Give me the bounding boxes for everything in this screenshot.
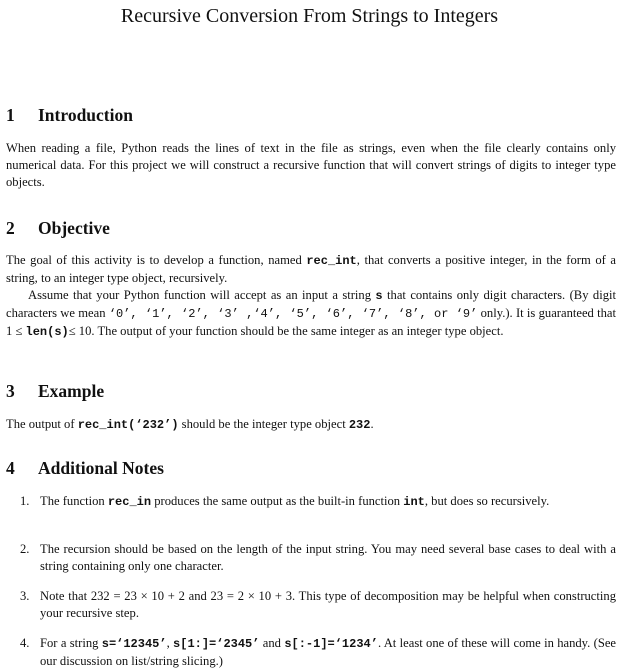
list-item-text — [40, 493, 616, 511]
section-title: Introduction — [38, 105, 133, 125]
text-run: only.). It is guaranteed that 1 ≤ — [6, 306, 616, 338]
list-item — [20, 635, 616, 670]
text-run: Assume that your Python function will accept as an input a string — [28, 288, 376, 302]
example-call-code: rec_int(‘232’) — [77, 418, 179, 432]
text-run: produces the same output as the built-in function — [151, 494, 404, 508]
text-run: . At least one of these will come in handy. (See our discussion on list/string slicing.) — [40, 636, 617, 668]
list-item — [20, 588, 616, 622]
section-number: 1 — [6, 105, 15, 125]
text-run: and — [259, 636, 285, 650]
text-run: , but does so recursively. — [424, 494, 550, 508]
text-run: , that converts a positive integer, in the form of a string, to an integer type object, recursively. — [6, 253, 616, 285]
section-title: Additional Notes — [38, 458, 164, 478]
objective-paragraph-2 — [6, 287, 616, 341]
text-run: ≤ 10. The output of your function should be the same integer as an integer type object. — [68, 324, 504, 338]
len-code: len(s) — [25, 325, 69, 339]
list-item-number: 1. — [20, 494, 30, 508]
objective-paragraph-1 — [6, 252, 616, 287]
list-item-text: The recursion should be based on the length of the input string. You may need several base cases to deal with a string containing only one character. — [40, 542, 616, 573]
text-run: . — [370, 417, 374, 431]
text-run: that contains only digit characters. (By digit characters we mean — [6, 288, 616, 320]
list-item-number: 3. — [20, 589, 30, 603]
list-item-number: 4. — [20, 636, 30, 650]
section-title: Example — [38, 381, 105, 401]
section-heading-introduction — [6, 104, 133, 126]
introduction-paragraph — [6, 140, 616, 191]
list-item — [20, 541, 616, 575]
section-heading-additional-notes — [6, 457, 164, 479]
section-heading-objective — [6, 217, 110, 239]
example-text — [6, 416, 616, 434]
section-number: 3 — [6, 381, 15, 401]
inline-code: rec_in — [107, 495, 152, 509]
text-run: should be the integer type object — [178, 417, 349, 431]
introduction-text: When reading a file, Python reads the lines of text in the file as strings, even when the file clearly contains only numerical data. For this project we will construct a recursive function that will convert strings of digits to integer type objects. — [6, 141, 616, 189]
variable-code: s — [375, 289, 383, 303]
function-name-code: rec_int — [306, 254, 357, 268]
section-number: 2 — [6, 218, 15, 238]
list-item-text: Note that 232 = 23 × 10 + 2 and 23 = 2 × 10 + 3. This type of decomposition may be helpful when constructing your recursive step. — [40, 589, 616, 620]
inline-code: int — [403, 495, 425, 509]
example-paragraph — [6, 416, 616, 434]
inline-code: s[:-1]=‘1234’ — [284, 637, 378, 651]
list-item — [20, 493, 616, 511]
section-number: 4 — [6, 458, 15, 478]
list-item-number: 2. — [20, 542, 30, 556]
objective-body — [6, 252, 616, 341]
inline-code: s=‘12345’ — [101, 637, 167, 651]
list-item-text — [40, 635, 616, 670]
text-run: The function — [40, 494, 108, 508]
document-title: Recursive Conversion From Strings to Integers — [120, 5, 499, 27]
text-run: The goal of this activity is to develop a function, named — [6, 253, 307, 267]
text-run: , — [166, 636, 174, 650]
section-title: Objective — [38, 218, 110, 238]
section-heading-example — [6, 380, 104, 402]
text-run: For a string — [40, 636, 102, 650]
example-result-code: 232 — [348, 418, 371, 432]
text-run: The output of — [6, 417, 78, 431]
digit-list-code: ‘0’, ‘1’, ‘2’, ‘3’ ,‘4’, ‘5’, ‘6’, ‘7’, ‘8’, or ‘9’ — [108, 307, 478, 321]
inline-code: s[1:]=‘2345’ — [173, 637, 260, 651]
